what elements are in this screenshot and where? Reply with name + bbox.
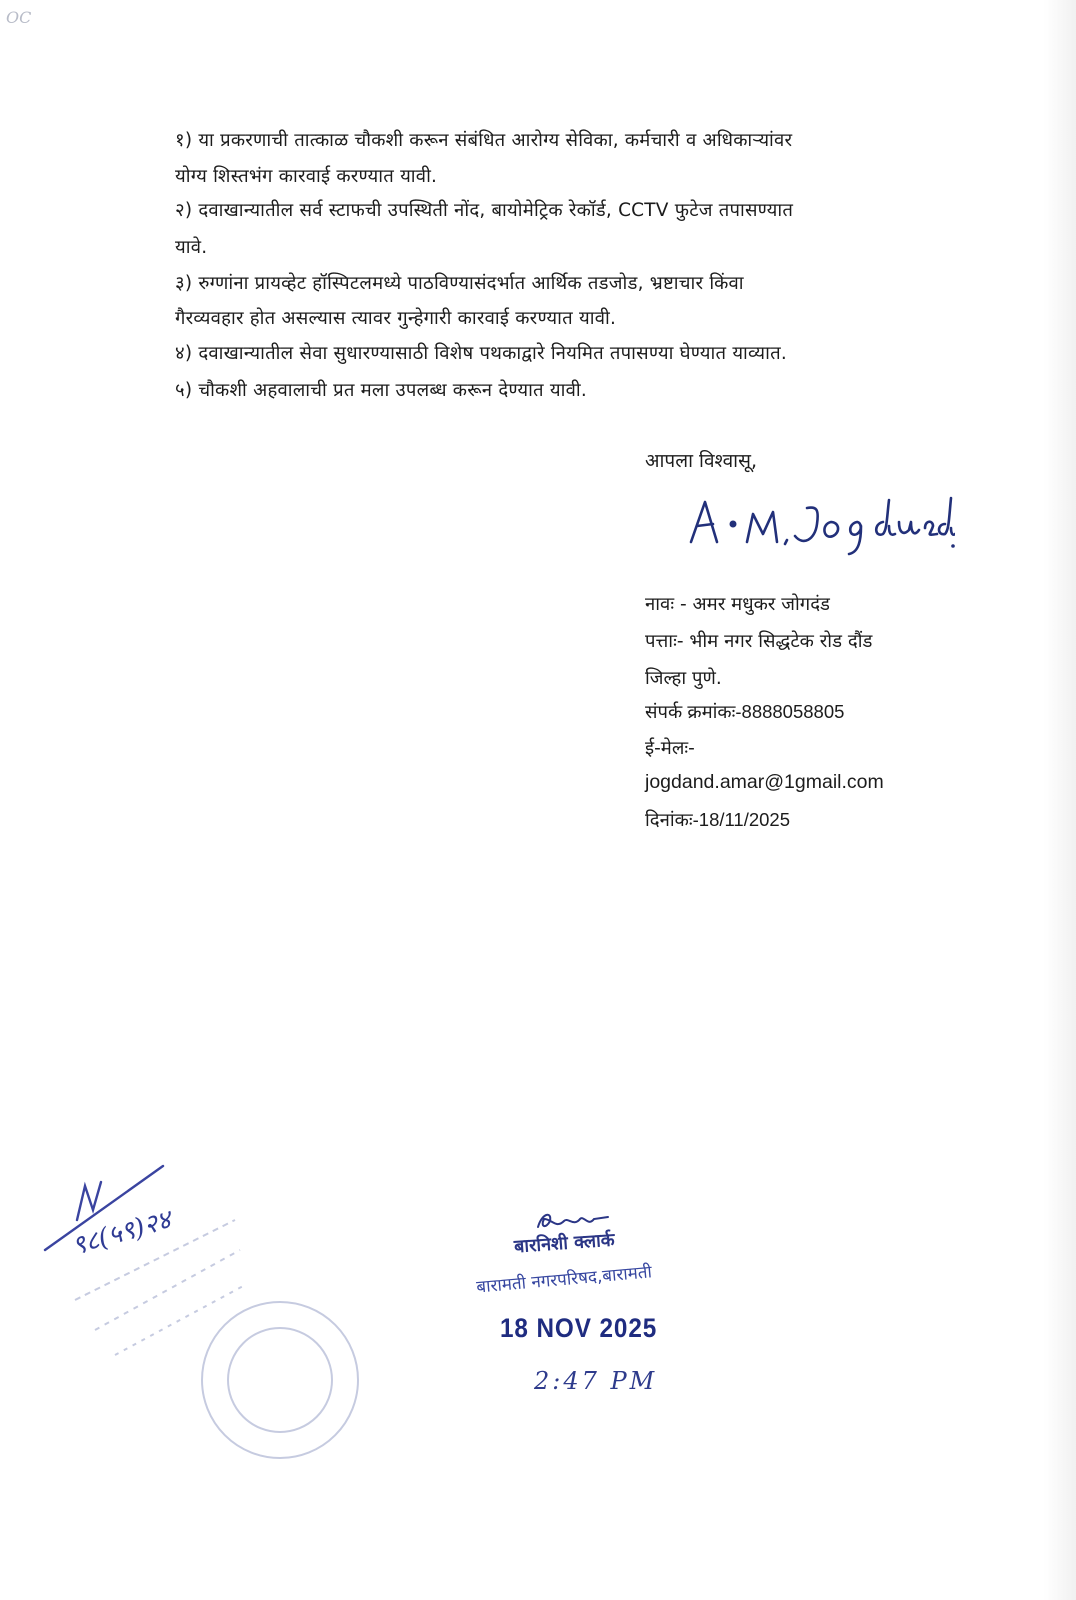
closing-salutation: आपला विश्वासू,	[645, 450, 757, 472]
stamp-date: 18 NOV 2025	[500, 1313, 658, 1343]
point-1-line-1: १) या प्रकरणाची तात्काळ चौकशी करून संबंधित आरोग्य सेविका, कर्मचारी व अधिकाऱ्यांवर	[175, 130, 793, 151]
point-5: ५) चौकशी अहवालाची प्रत मला उपलब्ध करून देण्यात यावी.	[175, 380, 587, 401]
email-label: ई-मेलः-	[645, 738, 695, 759]
sender-email: jogdand.amar@1gmail.com	[645, 771, 884, 793]
sender-contact: संपर्क क्रमांकः-8888058805	[645, 701, 845, 722]
point-1-line-2: योग्य शिस्तभंग कारवाई करण्यात यावी.	[175, 166, 438, 187]
letter-date: दिनांकः-18/11/2025	[645, 809, 790, 830]
stamp-title: बारनिशी क्लार्क	[513, 1229, 616, 1258]
point-2-line-1: २) दवाखान्यातील सर्व स्टाफची उपस्थिती नोंद, बायोमेट्रिक रेकॉर्ड, CCTV फुटेज तपासण्यात	[175, 200, 794, 221]
sender-address: पत्ताः- भीम नगर सिद्धटेक रोड दौंड	[645, 631, 873, 652]
point-3-line-1: ३) रुग्णांना प्रायव्हेट हॉस्पिटलमध्ये पाठविण्यासंदर्भात आर्थिक तडजोड, भ्रष्टाचार किंवा	[175, 273, 744, 294]
sender-name: नावः - अमर मधुकर जोगदंड	[645, 594, 830, 615]
stamp-office: बारामती नगरपरिषद,बारामती	[475, 1262, 653, 1298]
stamp-time: 2:47 PM	[534, 1367, 658, 1395]
point-3-line-2: गैरव्यवहार होत असल्यास त्यावर गुन्हेगारी कारवाई करण्यात यावी.	[175, 308, 617, 329]
inward-number: ९८(५९)२४	[68, 1204, 175, 1262]
faded-round-stamp	[35, 1160, 395, 1490]
point-4: ४) दवाखान्यातील सेवा सुधारण्यासाठी विशेष पथकाद्वारे नियमित तपासण्या घेण्यात याव्यात.	[175, 343, 787, 364]
handwritten-signature	[685, 480, 955, 560]
corner-mark: OC	[6, 8, 32, 27]
receipt-stamp	[470, 1205, 730, 1425]
point-2-line-2: यावे.	[175, 237, 208, 258]
sender-district: जिल्हा पुणे.	[645, 668, 722, 689]
